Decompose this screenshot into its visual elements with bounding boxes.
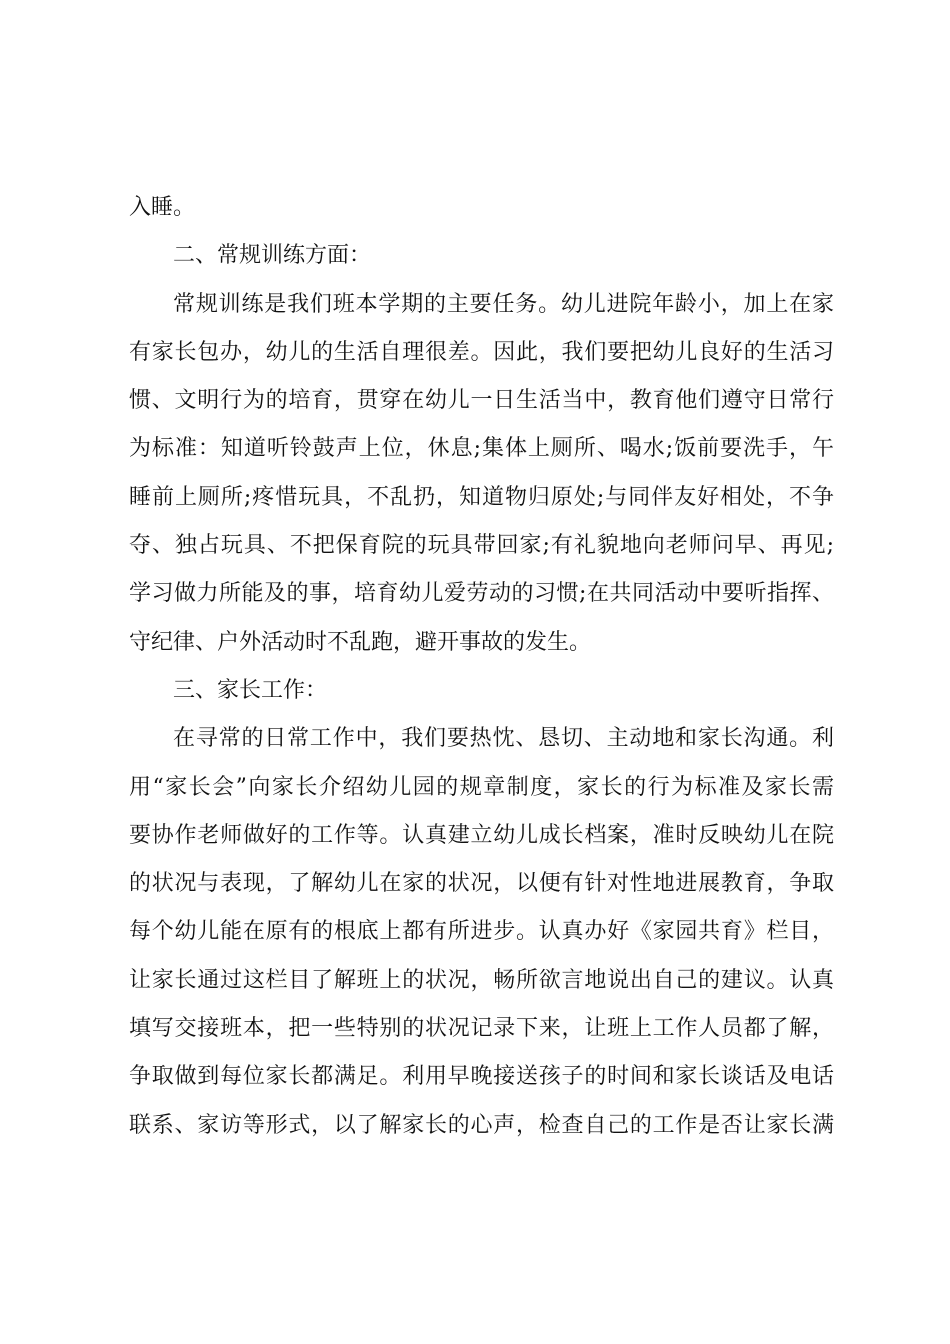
text-line: 睡前上厕所;疼惜玩具，不乱扔，知道物归原处;与同伴友好相处，不争 <box>129 484 834 510</box>
text-line: 的状况与表现，了解幼儿在家的状况，以便有针对性地进展教育，争取 <box>129 871 834 897</box>
text-line: 联系、家访等形式，以了解家长的心声，检查自己的工作是否让家长满 <box>129 1112 834 1138</box>
text-line: 要协作老师做好的工作等。认真建立幼儿成长档案，准时反映幼儿在院 <box>129 822 834 848</box>
text-line: 有家长包办，幼儿的生活自理很差。因此，我们要把幼儿良好的生活习 <box>129 339 834 365</box>
text-line: 学习做力所能及的事，培育幼儿爱劳动的习惯;在共同活动中要听指挥、 <box>129 581 834 607</box>
text-line: 用“家长会”向家长介绍幼儿园的规章制度，家长的行为标准及家长需 <box>129 774 834 800</box>
text-line: 填写交接班本，把一些特别的状况记录下来，让班上工作人员都了解， <box>129 1016 834 1042</box>
text-line: 每个幼儿能在原有的根底上都有所进步。认真办好《家园共育》栏目， <box>129 919 834 945</box>
text-line: 为标准：知道听铃鼓声上位，休息;集体上厕所、喝水;饭前要洗手，午 <box>129 436 834 462</box>
text-line: 入睡。 <box>129 195 196 220</box>
section-heading: 二、常规训练方面： <box>173 243 372 269</box>
text-line: 惯、文明行为的培育，贯穿在幼儿一日生活当中，教育他们遵守日常行 <box>129 388 834 414</box>
text-line: 让家长通过这栏目了解班上的状况，畅所欲言地说出自己的建议。认真 <box>129 967 834 993</box>
text-line: 常规训练是我们班本学期的主要任务。幼儿进院年龄小，加上在家 <box>173 291 834 317</box>
document-body <box>129 184 834 1150</box>
text-line: 在寻常的日常工作中，我们要热忱、恳切、主动地和家长沟通。利 <box>173 726 834 752</box>
text-line: 争取做到每位家长都满足。利用早晚接送孩子的时间和家长谈话及电话 <box>129 1064 834 1090</box>
text-line: 夺、独占玩具、不把保育院的玩具带回家;有礼貌地向老师问早、再见; <box>129 533 834 559</box>
text-line: 守纪律、户外活动时不乱跑，避开事故的发生。 <box>129 629 592 655</box>
section-heading: 三、家长工作： <box>173 677 328 703</box>
